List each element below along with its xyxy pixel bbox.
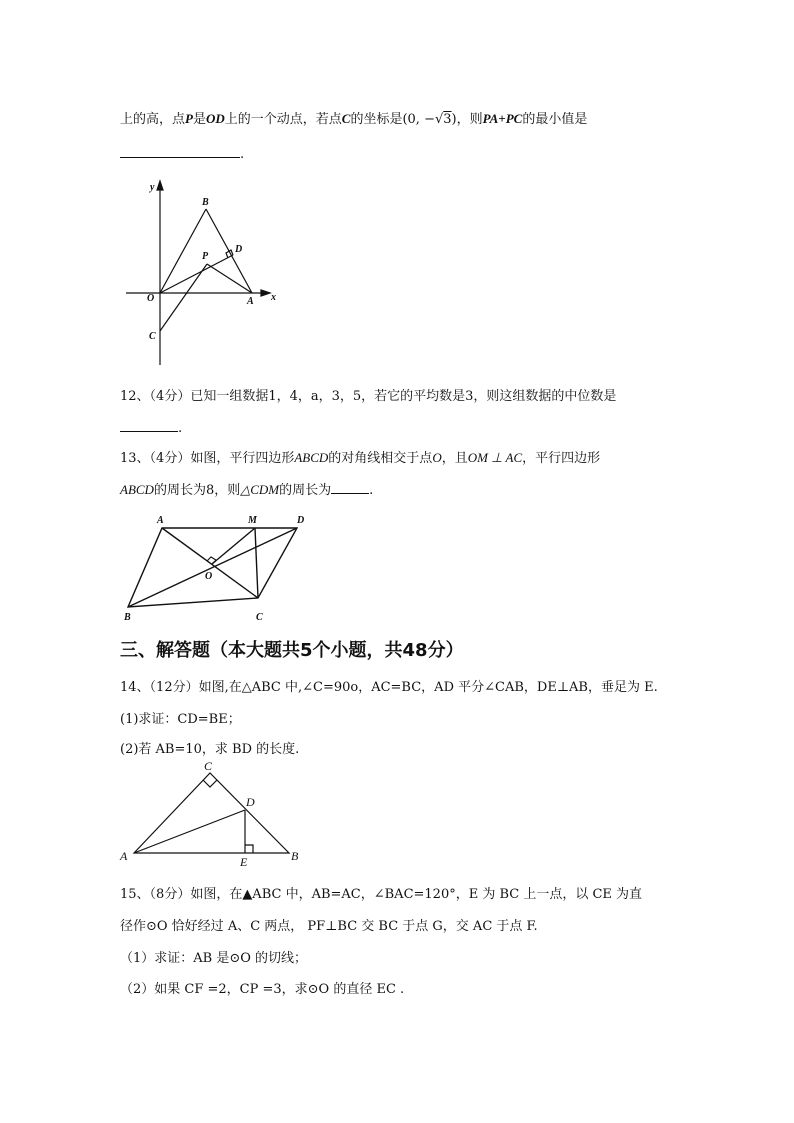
q13-var-o: O bbox=[432, 450, 442, 465]
fig13-diag-bd bbox=[128, 528, 297, 607]
q11-coord: ) bbox=[451, 112, 457, 127]
q13-period: . bbox=[369, 483, 374, 498]
fig11-pa bbox=[207, 264, 252, 293]
fig13-mc bbox=[255, 528, 258, 598]
fig13-om bbox=[212, 528, 255, 564]
fig13-label-a: A bbox=[157, 515, 164, 526]
fig11-x-arrow bbox=[261, 290, 270, 296]
fig11-y-arrow bbox=[157, 181, 163, 190]
q11-text: 上的高，点 bbox=[120, 112, 186, 127]
q11-coord: (0, − bbox=[402, 112, 435, 127]
fig14-label-e: E bbox=[240, 855, 248, 869]
fig11-label-a: A bbox=[247, 296, 254, 307]
fig13-label-b: B bbox=[124, 612, 131, 623]
fig13-label-c: C bbox=[256, 612, 263, 623]
q11-period: . bbox=[240, 147, 245, 162]
fig14-label-c: C bbox=[204, 759, 213, 773]
q14-line-1: 14、（12分）如图,在△ABC 中,∠C=90o，AC=BC，AD 平分∠CAB，DE⊥AB，垂足为 E. bbox=[120, 680, 658, 695]
fig14-label-b: B bbox=[291, 849, 299, 863]
q13-text: 如图，平行四边形 bbox=[190, 451, 295, 466]
q13-line-1 bbox=[120, 447, 600, 466]
q13-text: 的周长为8，则 bbox=[153, 483, 241, 498]
fig11-label-p: P bbox=[202, 251, 209, 262]
fig14-label-a: A bbox=[120, 849, 128, 863]
fig11-label-x: x bbox=[271, 292, 276, 303]
fig13-label-d: D bbox=[297, 515, 305, 526]
q13-var-cdm: △CDM bbox=[240, 482, 280, 497]
q12-line bbox=[120, 385, 616, 404]
q15-line-1: 15、（8分）如图，在▲ABC 中，AB=AC，∠BAC=120°，E 为 BC 上一点，以 CE 为直 bbox=[120, 887, 643, 902]
q13-text: 的周长为 bbox=[279, 483, 332, 498]
q11-text: ，则 bbox=[456, 112, 483, 127]
fig11-label-o: O bbox=[147, 293, 155, 304]
q11-var-c: C bbox=[341, 111, 351, 126]
fig11-label-d: D bbox=[235, 244, 243, 255]
fig14-label-d: D bbox=[246, 795, 255, 809]
q11-text: 是 bbox=[192, 112, 206, 127]
fig14-right-angle-e bbox=[245, 845, 253, 853]
q11-var-p: P bbox=[185, 111, 193, 126]
q11-coord-sqrt: 3 bbox=[443, 112, 452, 127]
q13-var-abcd: ABCD bbox=[120, 482, 154, 497]
q11-text: 的坐标是 bbox=[350, 112, 403, 127]
q11-text: 的最小值是 bbox=[522, 112, 588, 127]
q15-line-2: 径作⊙O 恰好经过 A、C 两点， PF⊥BC 交 BC 于点 G，交 AC 于点 F. bbox=[120, 919, 538, 934]
q13-line-2 bbox=[120, 479, 373, 498]
q13-var-abcd: ABCD bbox=[294, 450, 329, 465]
q12-number: 12、 bbox=[120, 389, 150, 404]
section-3-heading: 三、解答题（本大题共5个小题，共48分） bbox=[120, 640, 464, 661]
q13-number: 13、 bbox=[120, 451, 150, 466]
q15-line-3: （1）求证：AB 是⊙O 的切线； bbox=[120, 951, 308, 966]
q12-answer-line bbox=[120, 419, 182, 436]
q13-text: ，且 bbox=[441, 451, 468, 466]
q13-answer-blank[interactable] bbox=[331, 481, 369, 494]
q11-text-line: 上的高，点P是OD上的一个动点，若点C的坐标是(0, −√3)，则PA+PC的最小值是 bbox=[120, 111, 588, 127]
fig11-cp bbox=[160, 264, 207, 331]
q13-text: ，平行四边形 bbox=[522, 451, 601, 466]
fig13-label-m: M bbox=[248, 515, 257, 526]
fig11-label-y: y bbox=[150, 182, 155, 193]
q11-var-pa-pc: PA+PC bbox=[482, 111, 523, 126]
fig13-diag-ac bbox=[162, 528, 258, 598]
q13-score: （4分） bbox=[149, 451, 191, 466]
fig14-ad bbox=[134, 810, 245, 853]
fig13-label-o: O bbox=[205, 571, 213, 582]
q14-line-2: (1)求证：CD=BE； bbox=[120, 712, 241, 727]
fig11-label-c: C bbox=[149, 331, 156, 342]
q14-line-3: (2)若 AB=10，求 BD 的长度. bbox=[120, 742, 300, 757]
q12-answer-blank[interactable] bbox=[120, 419, 178, 432]
q13-text: 的对角线相交于点 bbox=[328, 451, 433, 466]
q12-period: . bbox=[178, 421, 183, 436]
q12-text: 已知一组数据1，4，a，3，5，若它的平均数是3，则这组数据的中位数是 bbox=[190, 389, 617, 404]
fig14-right-angle-c bbox=[203, 780, 217, 787]
fig13-right-angle bbox=[207, 557, 216, 564]
q13-var-om-ac: OM ⊥ AC bbox=[467, 450, 523, 465]
fig11-label-b: B bbox=[202, 197, 209, 208]
q12-score: （4分） bbox=[149, 389, 191, 404]
q11-var-od: OD bbox=[205, 111, 225, 126]
q15-line-4: （2）如果 CF =2，CP =3，求⊙O 的直径 EC . bbox=[120, 982, 405, 997]
q11-text: 上的一个动点，若点 bbox=[224, 112, 342, 127]
